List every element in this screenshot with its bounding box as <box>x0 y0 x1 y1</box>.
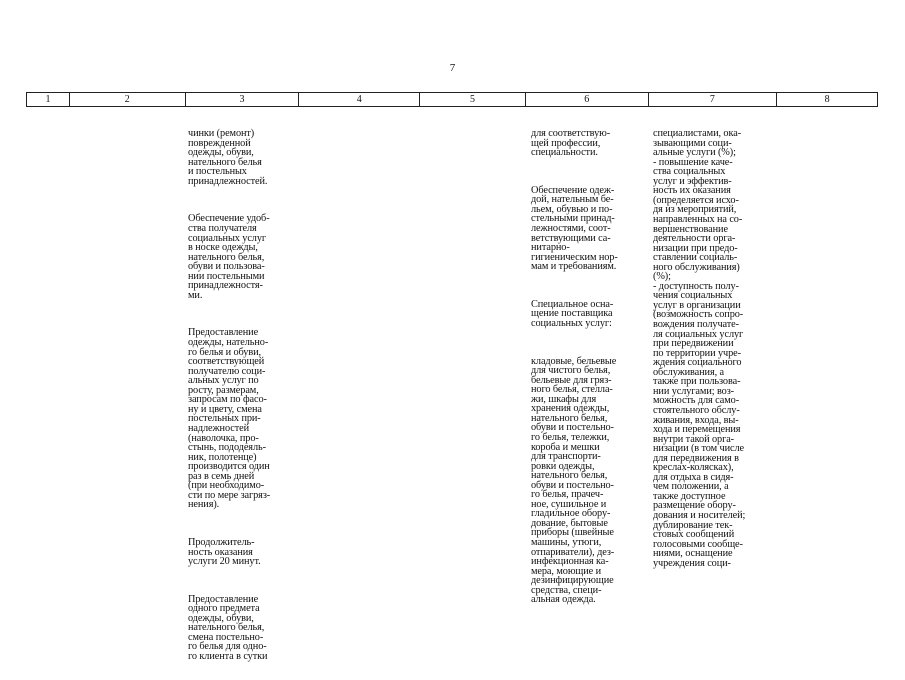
header-cell-5: 5 <box>420 93 526 106</box>
col6-paragraph: кладовые, бельевые для чистого белья, бельевые для гряз- ного белья, стелла- жи, шкафы для хранения одежды, нательного белья, обуви и постельно- го белья, тележки, короба и мешки для транспорти- ровки одежды, нательного белья, обуви и постельно- го белья, прачеч- ное, сушильное и гладильное обору- дование, бытовые приборы (швейные машины, утюги, отпариватели), дез- инфекционная ка- мера, моющие и дезинфицирующие средства, специ- альная одежда. <box>531 355 617 606</box>
col3-paragraph: Обеспечение удоб- ства получателя социальных услуг в носке одежды, нательного белья, обуви и пользова- нии постельными принадлежностя- ми. <box>188 213 270 301</box>
col7-paragraph: специалистами, ока- зывающими соци- альные услуги (%); - повышение каче- ства социальных услуг и эффектив- ность их оказания (определяется исхо- дя из мероприятий, направленных на со- вершенствование деятельности орга- низации при предо- ставлении социаль- ного обслуживания) (%); - доступность полу- чения социальных услуг в организации (возможность сопро- вождения получате- ля социальных услуг при передвижении по территории учре- ждения социального обслуживания, а также при пользова- нии услугами; воз- можность для само- стоятельного обслу- живания, входа, вы- хода и перемещения внутри такой орга- низации (в том числе для передвижения в креслах-колясках), для отдыха в сидя- чем положении, а также доступное размещение обору- дования и носителей; дублирование тек- стовых сообщений голосовыми сообще- ниями, оснащение учреждения соци- <box>653 128 746 569</box>
col3-paragraph: Предоставление одного предмета одежды, обуви, нательного белья, смена постельно- го белья для одно- го клиента в сутки <box>188 593 268 662</box>
header-cell-2: 2 <box>70 93 186 106</box>
column-7-text <box>653 110 745 587</box>
page-number: 7 <box>449 62 456 74</box>
column-6-text <box>531 110 618 623</box>
header-cell-1: 1 <box>27 93 70 106</box>
col3-paragraph: Продолжитель- ность оказания услуги 20 минут. <box>188 536 261 568</box>
col6-paragraph: для соответствую- щей профессии, специальности. <box>531 128 611 159</box>
column-3-text <box>188 110 270 680</box>
header-cell-7: 7 <box>649 93 778 106</box>
col3-paragraph: чинки (ремонт) поврежденной одежды, обуви, нательного белья и постельных принадлежностей. <box>188 128 268 187</box>
col6-paragraph: Специальное осна- щение поставщика социальных услуг: <box>531 298 614 329</box>
col3-paragraph: Предоставление одежды, нательно- го белья и обуви, соответствующей получателю соци- альных услуг по росту, размерам, запросам по фасо- ну и цвету, смена постельных при- надлежностей (наволочка, про- стынь, пододеяль- ник, полотенце) производится один раз в семь дней (при необходимо- сти по мере загряз- нения). <box>188 327 271 511</box>
header-cell-8: 8 <box>824 94 830 105</box>
table-header-row <box>26 92 878 107</box>
col6-paragraph: Обеспечение одеж- дой, нательным бе- льем, обувью и по- стельными принад- лежностями, соот- ветствующими са- нитарно- гигиеническим нор- мам и требованиям. <box>531 184 618 273</box>
header-cell-3: 3 <box>186 93 300 106</box>
header-cell-4: 4 <box>299 93 420 106</box>
header-cell-6: 6 <box>526 93 649 106</box>
